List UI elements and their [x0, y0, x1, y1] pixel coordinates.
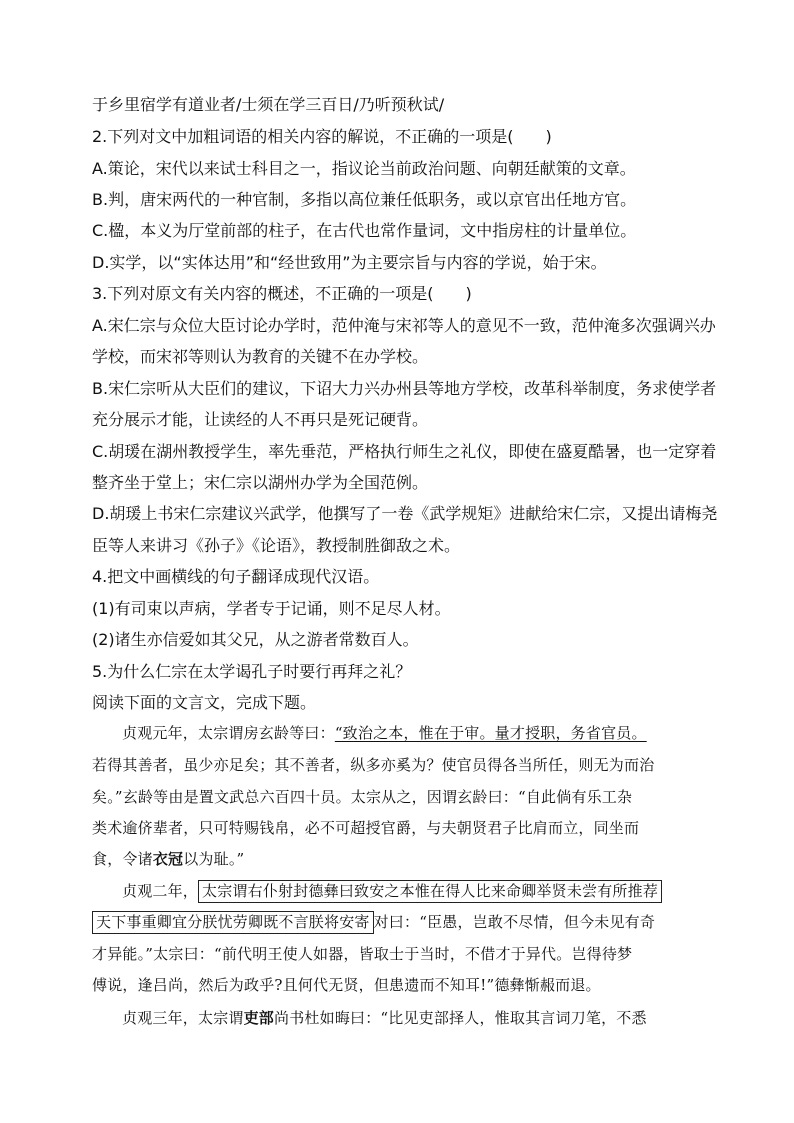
question-4-sentence-2: (2)诸生亦信爱如其父兄，从之游者常数百人。: [92, 630, 419, 649]
passage-p1-line3: 矣。”玄龄等由是置文武总六百四十员。太宗从之，因谓玄龄曰：“自此倘有乐工杂: [92, 788, 633, 806]
question-3-option-c-line1: C.胡瑗在湖州教授学生，率先垂范，严格执行师生之礼仪，即使在盛夏酷暑，也一定穿着: [92, 442, 717, 461]
question-3-option-b-line2: 充分展示才能，让读经的人不再只是死记硬背。: [92, 410, 429, 429]
question-3-option-d-line2: 臣等人来讲习《孙子》《论语》，教授制胜御敌之术。: [92, 536, 461, 555]
passage-text: 以为耻。”: [183, 850, 245, 868]
question-3-option-b-line1: B.宋仁宗听从大臣们的建议，下诏大力兴办州县等地方学校，改革科举制度，务求使学者: [92, 379, 717, 398]
question-2-option-d: D.实学，以“实体达用”和“经世致用”为主要宗旨与内容的学说，始于宋。: [92, 253, 607, 272]
question-2-option-a: A.策论，宋代以来试士科目之一，指议论当前政治问题、向朝廷献策的文章。: [92, 159, 636, 178]
question-4-sentence-1: (1)有司束以声病，学者专于记诵，则不足尽人材。: [92, 599, 451, 618]
question-3-option-a-line2: 学校，而宋祁等则认为教育的关键不在办学校。: [92, 347, 429, 366]
question-2-option-b: B.判，唐宋两代的一种官制，多指以高位兼任低职务，或以京官出任地方官。: [92, 190, 637, 209]
passage-p1-line5: [92, 848, 732, 870]
bold-term: 吏部: [243, 1009, 275, 1027]
passage-p1-line4: 类术逾侪辈者，只可特赐钱帛，必不可超授官爵，与夫朝贤君子比肩而立，同坐而: [92, 819, 640, 837]
passage-p2-line4: 傅说，逢吕尚，然后为政乎?且何代无贤，但患遗而不知耳!”德彝惭赧而退。: [92, 976, 601, 994]
question-2-option-c: C.楹，本义为厅堂前部的柱子，在古代也常作量词，文中指房柱的计量单位。: [92, 221, 637, 240]
passage-p1-line2: 若得其善者，虽少亦足矣；其不善者，纵多亦奚为？使官员得各当所任，则无为而治: [92, 756, 655, 774]
passage-p1-line1: [122, 722, 762, 744]
passage-p2-line3: 才异能。”太宗曰：“前代明王使人如器，皆取士于当时，不借才于异代。岂得待梦: [92, 945, 633, 963]
passage-p2-line1: [122, 880, 762, 902]
passage-text: 贞观二年，: [122, 882, 199, 900]
passage-text: 贞观元年，太宗谓房玄龄等曰：: [122, 724, 335, 742]
reading-instruction: 阅读下面的文言文，完成下题。: [92, 693, 317, 712]
passage-text: 贞观三年，太宗谓: [122, 1009, 244, 1027]
boxed-sentence: 天下事重卿宜分朕忧劳卿既不言朕将安寄: [92, 911, 374, 934]
bold-term: 衣冠: [152, 850, 184, 868]
question-4-stem: 4.把文中画横线的句子翻译成现代汉语。: [92, 567, 380, 586]
underlined-sentence: “致治之本，惟在于审。量才授职，务省官员。: [334, 724, 647, 742]
question-3-option-a-line1: A.宋仁宗与众位大臣讨论办学时，范仲淹与宋祁等人的意见不一致，范仲淹多次强调兴办: [92, 316, 716, 335]
question-2-stem: 2.下列对文中加粗词语的相关内容的解说，不正确的一项是( ): [92, 127, 552, 146]
question-3-option-d-line1: D.胡瑗上书宋仁宗建议兴武学，他撰写了一卷《武学规矩》进献给宋仁宗，又提出请梅尧: [92, 504, 718, 523]
boxed-sentence: 太宗谓右仆射封德彝曰致安之本惟在得人比来命卿举贤未尝有所推荐: [198, 880, 662, 903]
passage-p3-line1: [122, 1007, 762, 1029]
passage-text: 食，令诸: [92, 850, 153, 868]
answer-line: 于乡里宿学有道业者/士须在学三百日/乃听预秋试/: [92, 95, 445, 114]
question-3-stem: 3.下列对原文有关内容的概述，不正确的一项是( ): [92, 284, 472, 303]
passage-text: 尚书杜如晦曰：“比见吏部择人，惟取其言词刀笔，不悉: [274, 1009, 647, 1027]
passage-text: 对曰：“臣愚，岂敢不尽情，但今未见有奇: [373, 913, 656, 931]
question-5-stem: 5.为什么仁宗在太学谒孔子时要行再拜之礼？: [92, 662, 412, 681]
passage-p2-line2: [92, 911, 732, 933]
question-3-option-c-line2: 整齐坐于堂上；宋仁宗以湖州办学为全国范例。: [92, 473, 429, 492]
